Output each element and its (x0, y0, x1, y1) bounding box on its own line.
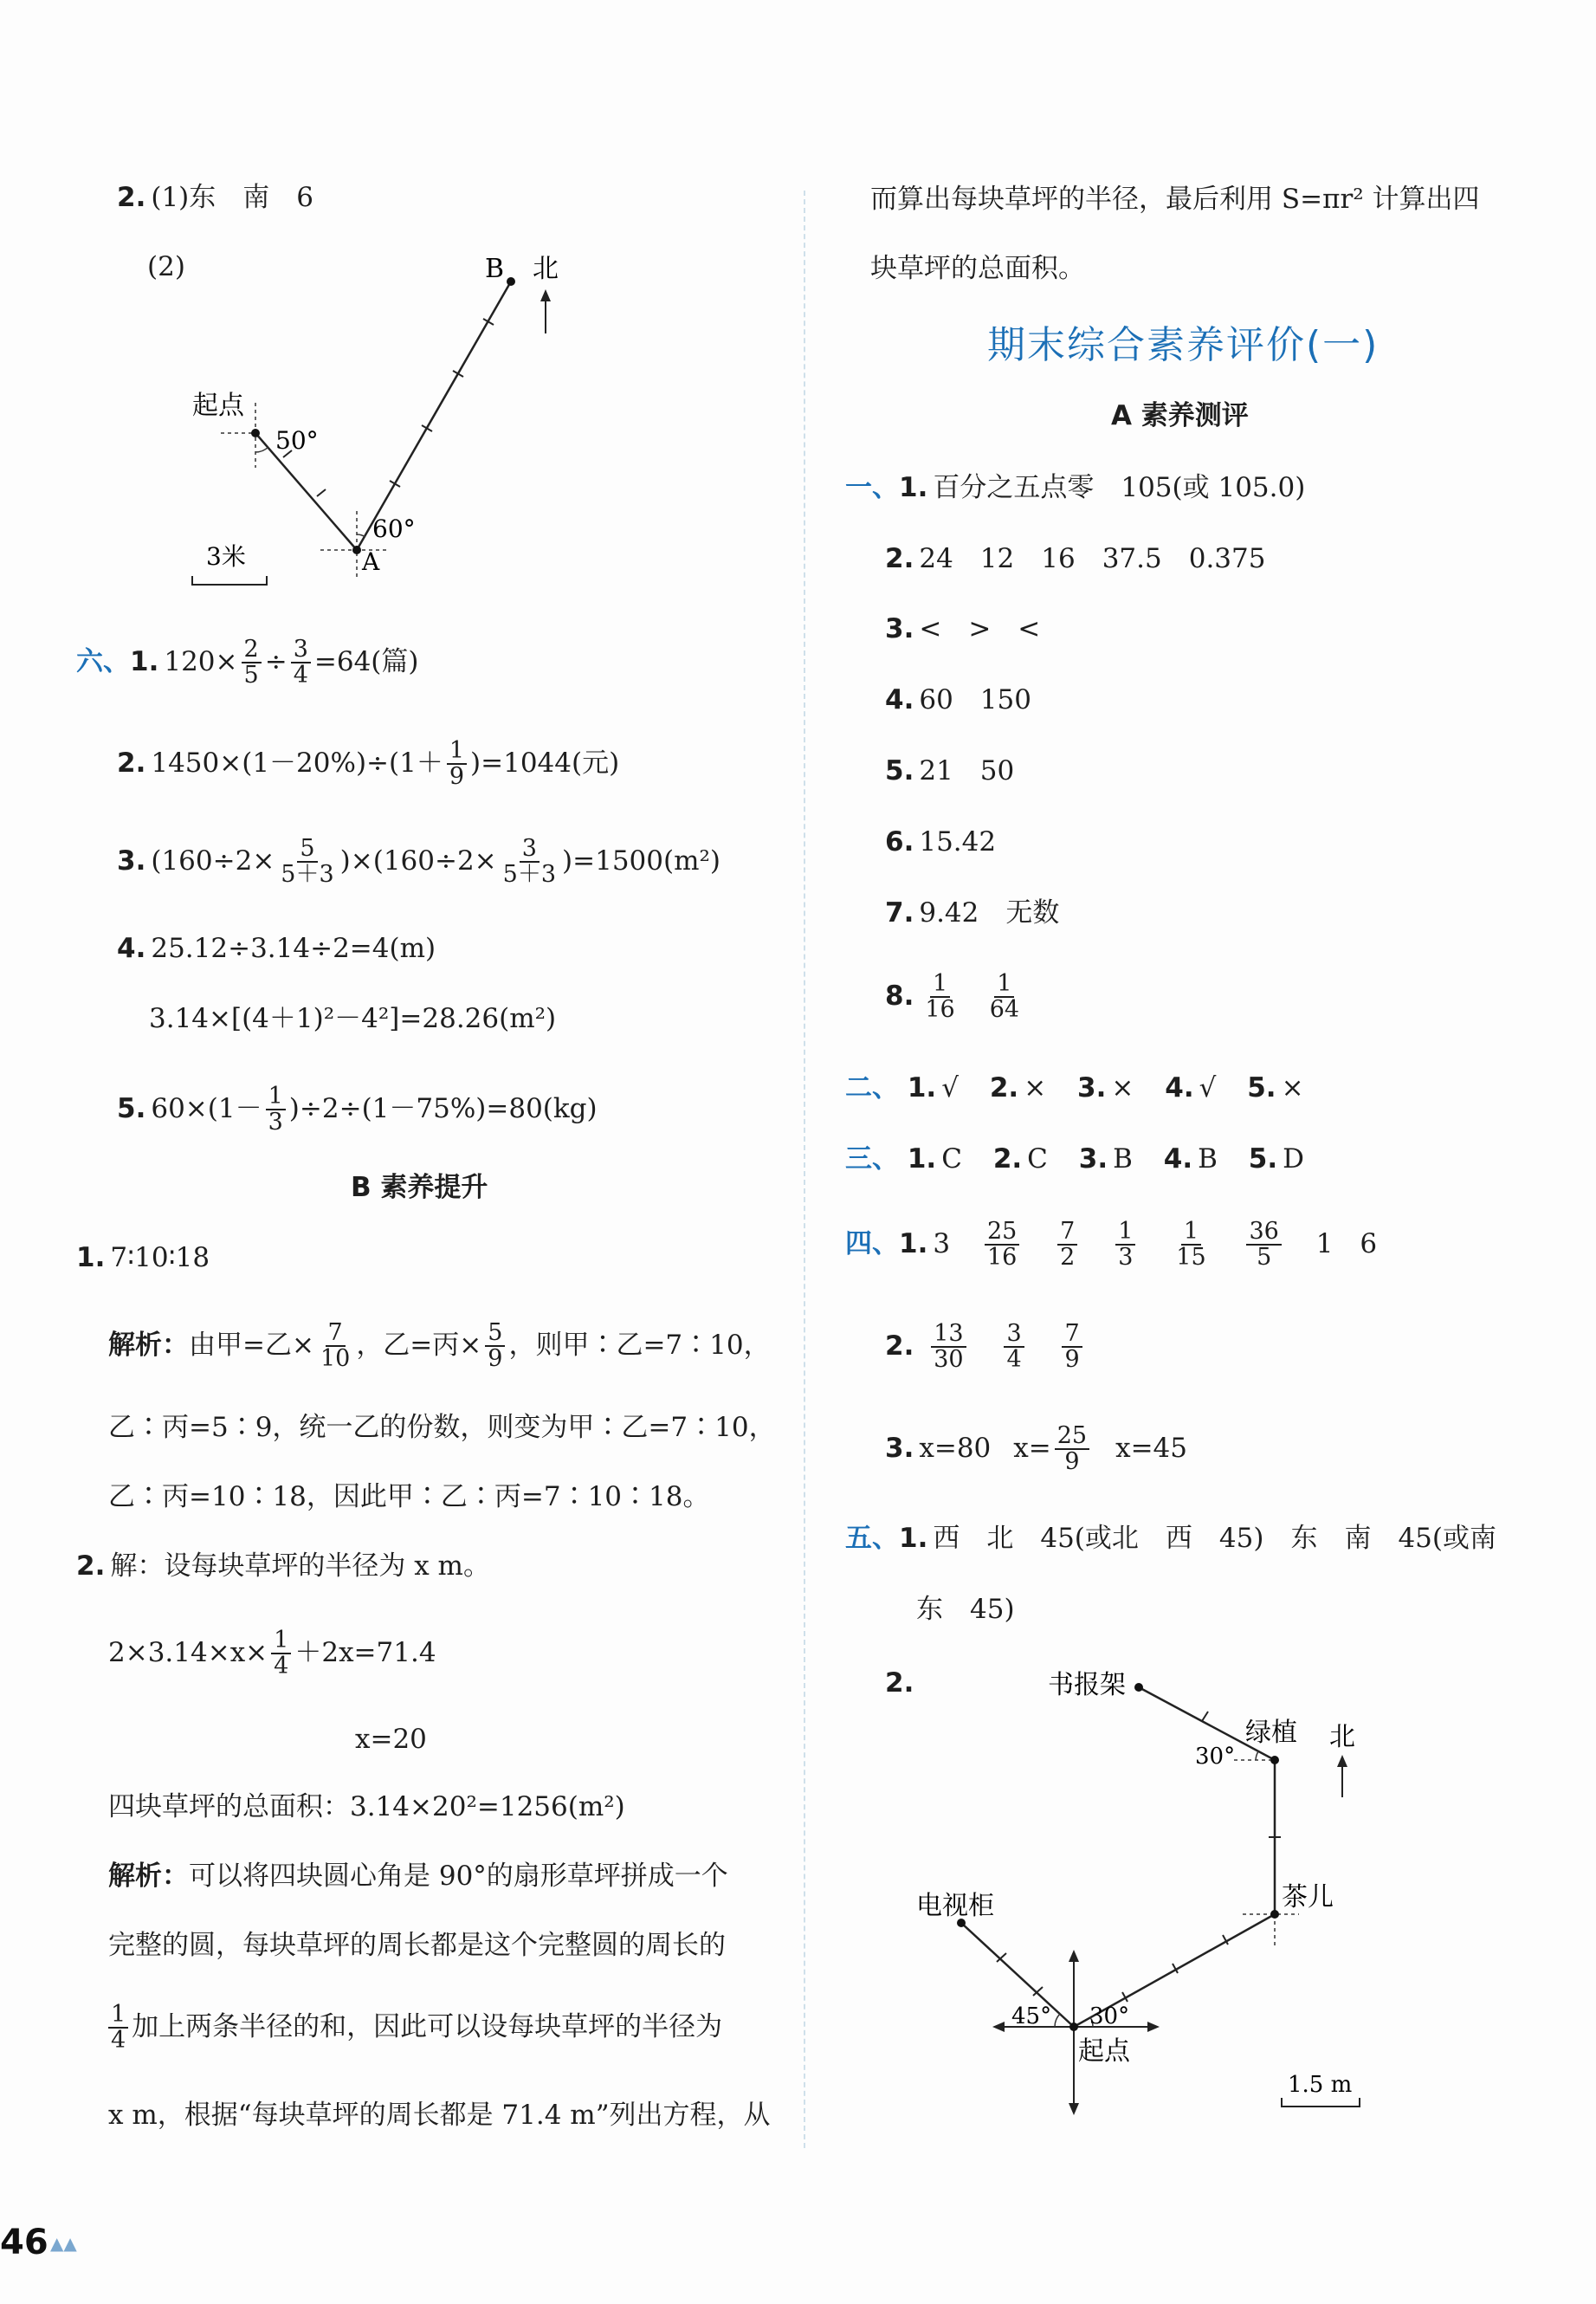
fraction: $\frac{3}{4}$ (291, 637, 311, 689)
fraction: $\frac{5}{9}$ (485, 1321, 505, 1372)
label-b: B (485, 254, 505, 284)
fraction: $\frac{2}{5}$ (242, 637, 262, 689)
one-q7: 7. 9.42 无数 (885, 897, 1060, 929)
fraction: $\frac{1}{3}$ (266, 1084, 286, 1136)
five-q2: 2. (885, 1667, 914, 1699)
fraction: $\frac{1}{16}$ (925, 970, 955, 1024)
b2-analysis-line2: 完整的圆，每块草坪的周长都是这个完整圆的周长的 (108, 1930, 726, 1961)
b1-analysis-line3: 乙∶丙=10∶18，因此甲∶乙∶丙=7∶10∶18。 (108, 1481, 710, 1512)
six-q2: 2. 1450×(1－20%)÷(1＋ $\frac{1}{9}$ )=1044(元) (117, 737, 620, 791)
start-point (251, 429, 260, 437)
fraction: $\frac{13}{30}$ (931, 1322, 966, 1373)
scale-label: 3米 (206, 542, 246, 571)
label-plant: 绿植 (1245, 1718, 1297, 1748)
fraction: $\frac{1}{3}$ (1115, 1220, 1135, 1271)
b1-answer: 1. 7∶10∶18 (76, 1242, 210, 1273)
column-divider (804, 191, 805, 2148)
angle-60: 60° (372, 515, 416, 543)
one-q2: 2. 24 12 16 37.5 0.375 (885, 543, 1266, 574)
page-number: 46 (0, 2223, 48, 2262)
fraction: $\frac{7}{10}$ (320, 1319, 351, 1373)
section-b-title: B 素养提升 (351, 1172, 488, 1203)
shelf-point (1134, 1683, 1143, 1692)
continued-line1: 而算出每块草坪的半径，最后利用 S=πr² 计算出四 (870, 184, 1480, 215)
fraction: $\frac{1}{4}$ (108, 2003, 128, 2054)
five-q1-line2: 东 45) (916, 1594, 1015, 1625)
tea-point (1270, 1910, 1279, 1919)
three-answers: 三、 1. C 2. C 3. B 4. B 5. D (845, 1143, 1304, 1175)
direction-diagram-2 (901, 1654, 1438, 2122)
six-q5: 5. 60×(1－ $\frac{1}{3}$ )÷2÷(1－75%)=80(kg) (117, 1083, 598, 1136)
b2-analysis-line4: x m，根据“每块草坪的周长都是 71.4 m”列出方程，从 (108, 2100, 771, 2131)
fraction: $\frac{3}{4}$ (1004, 1322, 1024, 1373)
six-q3: 3. (160÷2× $\frac{5}{5+3}$ )×(160÷2× $\frac{3}{5+3}$ )=1500(m²) (117, 835, 721, 889)
scale-bar (192, 576, 267, 585)
fraction: $\frac{1}{4}$ (271, 1628, 291, 1679)
label-tea: 茶儿 (1282, 1882, 1334, 1912)
one-q5: 5. 21 50 (885, 755, 1015, 786)
fraction: $\frac{36}{5}$ (1246, 1220, 1281, 1271)
label-tv: 电视柜 (916, 1891, 994, 1921)
six-q1: 六、1. 120× $\frac{2}{5}$ ÷ $\frac{3}{4}$ =64(篇) (76, 636, 419, 689)
one-q1: 一、1. 百分之五点零 105(或 105.0) (845, 472, 1306, 503)
six-q4: 4. 25.12÷3.14÷2=4(m) (117, 933, 436, 964)
section-a-title: A 素养测评 (1111, 400, 1249, 431)
six-q4-line2: 3.14×[(4＋1)²－4²]=28.26(m²) (149, 1003, 557, 1034)
label-start: 起点 (1078, 2036, 1130, 2067)
b1-analysis-line2: 乙∶丙=5∶9，统一乙的份数，则变为甲∶乙=7∶10， (108, 1412, 776, 1443)
angle-30-start: 30° (1089, 2003, 1130, 2029)
point-b (507, 277, 515, 286)
angle-30-plant: 30° (1195, 1744, 1236, 1770)
label-start: 起点 (192, 391, 244, 421)
b1-analysis-line1: 解析：由甲=乙× $\frac{7}{10}$ ，乙=丙× $\frac{5}{9}$ ，则甲∶乙=7∶10， (108, 1319, 771, 1373)
b2-line1: 2. 解：设每块草坪的半径为 x m。 (76, 1550, 490, 1582)
fraction: $\frac{1}{15}$ (1176, 1218, 1206, 1272)
one-q4: 4. 60 150 (885, 684, 1031, 715)
label-north: 北 (533, 254, 559, 284)
b2-analysis-line1: 解析：可以将四块圆心角是 90°的扇形草坪拼成一个 (108, 1861, 728, 1892)
four-q2: 2. $\frac{13}{30}$ $\frac{3}{4}$ $\frac{7}{9}$ (885, 1322, 1086, 1373)
two-answers: 二、 1. √ 2. × 3. × 4. √ 5. × (845, 1072, 1304, 1103)
fraction: $\frac{25}{16}$ (985, 1220, 1019, 1271)
continued-line2: 块草坪的总面积。 (870, 253, 1085, 284)
fraction: $\frac{3}{5+3}$ (502, 835, 557, 889)
plant-point (1270, 1756, 1279, 1764)
b2-total-area: 四块草坪的总面积：3.14×20²=1256(m²) (108, 1791, 625, 1822)
fraction: $\frac{1}{64}$ (989, 970, 1020, 1024)
one-q6: 6. 15.42 (885, 826, 997, 858)
fraction: $\frac{1}{9}$ (447, 739, 467, 790)
fraction: $\frac{5}{5+3}$ (281, 835, 334, 889)
label-shelf: 书报架 (1048, 1670, 1126, 1700)
scale-label: 1.5 m (1288, 2072, 1353, 2098)
four-q1: 四、1. 3 $\frac{25}{16}$ $\frac{7}{2}$ $\frac{1}{3}$ $\frac{1}{15}$ $\frac{36}{5}$ 1 6 (845, 1218, 1378, 1272)
fraction: $\frac{25}{9}$ (1055, 1424, 1089, 1475)
scale-bar (1282, 2098, 1360, 2107)
label-north: 北 (1329, 1722, 1355, 1752)
one-q3: 3. < > < (885, 613, 1041, 644)
four-q3: 3. x=80 x= $\frac{25}{9}$ x=45 (885, 1422, 1187, 1476)
start-point (1069, 2022, 1078, 2031)
point-a (352, 546, 361, 554)
fraction: $\frac{7}{9}$ (1062, 1322, 1082, 1373)
angle-50: 50° (275, 426, 319, 455)
exam-title: 期末综合素养评价(一) (987, 323, 1380, 367)
b2-equation: 2×3.14×x× $\frac{1}{4}$ ＋2x=71.4 (108, 1627, 436, 1680)
fraction: $\frac{7}{2}$ (1057, 1220, 1077, 1271)
label-a: A (362, 547, 380, 576)
angle-45: 45° (1011, 2003, 1052, 2029)
b2-analysis-line3: $\frac{1}{4}$ 加上两条半径的和，因此可以设每块草坪的半径为 (108, 2003, 722, 2054)
q2-part2-label: (2) (147, 251, 185, 282)
five-q1: 五、1. 西 北 45(或北 西 45) 东 南 45(或南 (845, 1523, 1496, 1554)
page-decoration: ▲▲ (50, 2233, 77, 2254)
b2-solution: x=20 (355, 1724, 427, 1755)
one-q8: 8. $\frac{1}{16}$ $\frac{1}{64}$ (885, 972, 1025, 1023)
q2-part1: 2. (1)东 南 6 (117, 182, 313, 213)
direction-diagram-1 (173, 251, 589, 589)
